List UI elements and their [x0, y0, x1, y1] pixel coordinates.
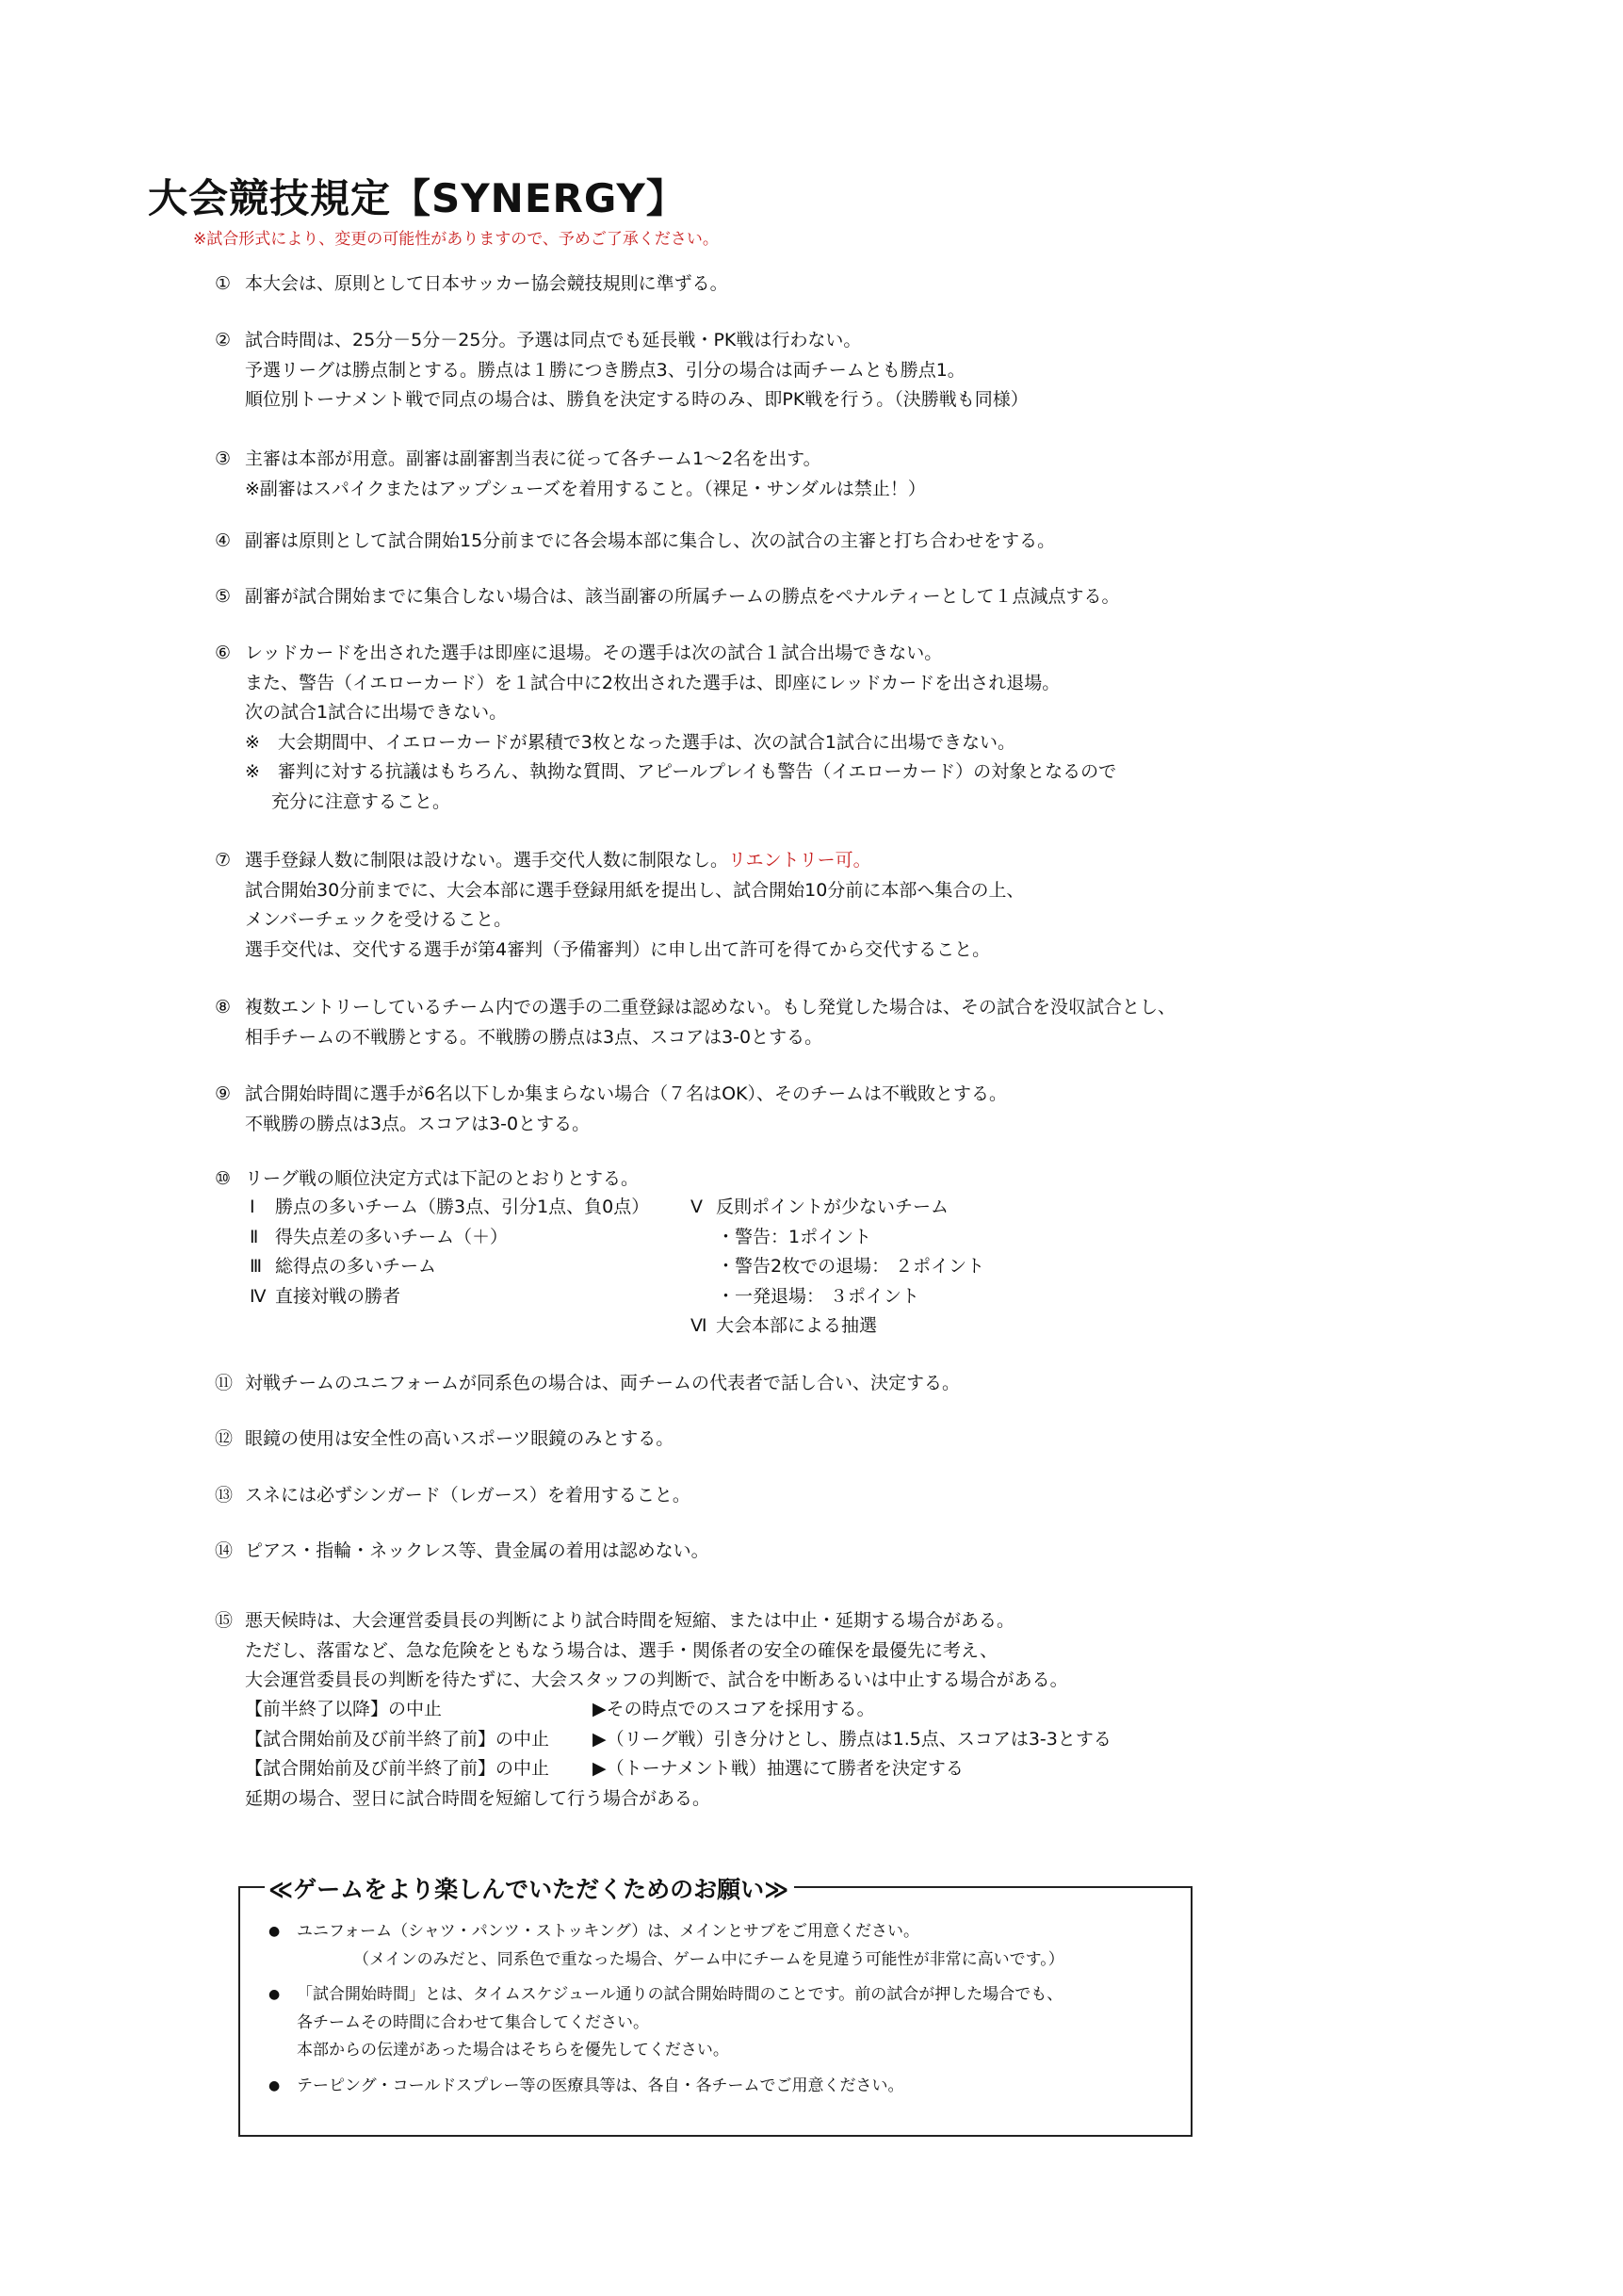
rule-line: 対戦チームのユニフォームが同系色の場合は、両チームの代表者で話し合い、決定する。 [245, 1373, 961, 1393]
rule-line: 主審は本部が用意。副審は副審割当表に従って各チーム1～2名を出す。 [245, 448, 821, 469]
rule-line: 眼鏡の使用は安全性の高いスポーツ眼鏡のみとする。 [245, 1428, 674, 1449]
request-line: テーピング・コールドスプレー等の医療具等は、各自・各チームでご用意ください。 [297, 2076, 904, 2095]
rule-number: ⑥ [215, 643, 232, 663]
rule-note-continued: 充分に注意すること。 [271, 790, 451, 812]
bullet-icon: ● [268, 1924, 281, 1939]
rule-15 [215, 1606, 1068, 1696]
ranking-item [250, 1282, 664, 1312]
rule-number: ⑪ [215, 1373, 234, 1393]
rule-number: ⑦ [215, 850, 232, 871]
rule-line [245, 846, 1024, 876]
rule-number: ⑤ [215, 586, 232, 607]
rule-line: レッドカードを出された選手は即座に退場。その選手は次の試合１試合出場できない。 [245, 643, 943, 663]
rule-number: ⑫ [215, 1428, 234, 1449]
ranking-item [250, 1193, 664, 1223]
weather-result: ▶（トーナメント戦）抽選にて勝者を決定する [592, 1758, 964, 1779]
ranking-numeral: Ⅰ [250, 1197, 255, 1217]
rule-line: 試合時間は、25分－5分－25分。予選は同点でも延長戦・PK戦は行わない。 [245, 330, 862, 350]
page-title: 大会競技規定【SYNERGY】 [148, 175, 687, 221]
requests-title: ≪ゲームをより楽しんでいただくためのお願い≫ [265, 1871, 794, 1905]
rule-line: 大会運営委員長の判断を待たずに、大会スタッフの判断で、試合を中断あるいは中止する場合がある。 [245, 1669, 1068, 1690]
ranking-numeral: Ⅲ [250, 1256, 263, 1277]
rule-line-text: 選手登録人数に制限は設けない。選手交代人数に制限なし。 [245, 850, 729, 871]
request-line: 「試合開始時間」とは、タイムスケジュール通りの試合開始時間のことです。前の試合が押した場合でも、 [297, 1985, 1063, 2004]
requests-box [238, 1876, 1193, 2137]
postponement-note: 延期の場合、翌日に試合時間を短縮して行う場合がある。 [245, 1788, 711, 1809]
request-line: 本部からの伝達があった場合はそちらを優先してください。 [297, 2041, 729, 2060]
rule-4 [215, 527, 1055, 557]
ranking-numeral: Ⅱ [250, 1226, 259, 1247]
request-item [268, 2073, 1064, 2101]
ranking-text: 直接対戦の勝者 [275, 1285, 401, 1307]
rule-8 [215, 993, 1176, 1052]
requests-list [268, 1918, 1064, 2108]
rule-note: ※ 審判に対する抗議はもちろん、執拗な質問、アピールプレイも警告（イエローカード）の対象となるので [245, 761, 1117, 782]
ranking-right-column [690, 1193, 1067, 1342]
rule-line: リーグ戦の順位決定方式は下記のとおりとする。 [245, 1168, 640, 1189]
rule-number: ⑭ [215, 1540, 234, 1561]
request-item [268, 1918, 1064, 1974]
rule-7 [215, 846, 1024, 965]
rule-note: ※ 大会期間中、イエローカードが累積で3枚となった選手は、次の試合1試合に出場できない。 [245, 731, 1015, 753]
ranking-item [690, 1193, 1067, 1223]
foul-point-item: ・警告2枚での退場： ２ポイント [717, 1256, 985, 1277]
ranking-text: 勝点の多いチーム（勝3点、引分1点、負0点） [275, 1197, 650, 1217]
rule-2 [215, 326, 1029, 415]
rule-line: 悪天候時は、大会運営委員長の判断により試合時間を短縮、または中止・延期する場合がある。 [245, 1610, 1015, 1631]
rule-3 [215, 445, 926, 504]
rule-12 [215, 1425, 674, 1455]
ranking-item [250, 1223, 664, 1253]
ranking-numeral: Ⅵ [690, 1315, 707, 1336]
rule-number: ② [215, 330, 232, 350]
ranking-text: 得失点差の多いチーム（＋） [275, 1226, 509, 1247]
rule-10 [215, 1164, 639, 1195]
ranking-item [250, 1252, 664, 1282]
rule-line: 副審は原則として試合開始15分前までに各会場本部に集合し、次の試合の主審と打ち合わせをする。 [245, 530, 1056, 551]
rule-6 [215, 639, 1116, 817]
rule-line: 相手チームの不戦勝とする。不戦勝の勝点は3点、スコアは3-0とする。 [245, 1026, 823, 1048]
rule-1 [215, 269, 728, 300]
ranking-left-column [250, 1193, 664, 1311]
request-subnote: （メインのみだと、同系色で重なった場合、ゲーム中にチームを見違う可能性が非常に高いです。） [353, 1949, 1064, 1969]
page-note: ※試合形式により、変更の可能性がありますので、予めご了承ください。 [193, 230, 719, 249]
rule-line: 選手交代は、交代する選手が第4審判（予備審判）に申し出て許可を得てから交代すること。 [245, 938, 991, 960]
rule-line: 本大会は、原則として日本サッカー協会競技規則に準ずる。 [245, 273, 728, 294]
rule-5 [215, 582, 1120, 612]
ranking-text: 総得点の多いチーム [275, 1256, 437, 1277]
ranking-numeral: Ⅴ [690, 1197, 703, 1217]
rule-14 [215, 1537, 709, 1567]
request-line: ユニフォーム（シャツ・パンツ・ストッキング）は、メインとサブをご用意ください。 [297, 1922, 919, 1941]
rule-line: また、警告（イエローカード）を１試合中に2枚出された選手は、即座にレッドカードを出され退場。 [245, 672, 1061, 693]
rule-number: ⑬ [215, 1485, 234, 1506]
ranking-text: 大会本部による抽選 [716, 1315, 878, 1336]
request-line: 各チームその時間に合わせて集合してください。 [297, 2012, 649, 2032]
rule-line: 試合開始時間に選手が6名以下しか集まらない場合（７名はOK）、そのチームは不戦敗とする。 [245, 1083, 1008, 1104]
ranking-text: 反則ポイントが少ないチーム [716, 1197, 949, 1217]
rule-line: ※副審はスパイクまたはアップシューズを着用すること。（裸足・サンダルは禁止！） [245, 478, 926, 499]
rule-number: ⑮ [215, 1610, 234, 1631]
rule-number: ③ [215, 448, 232, 469]
weather-condition: 【試合開始前及び前半終了前】の中止 [245, 1758, 550, 1779]
rule-number: ④ [215, 530, 232, 551]
weather-result: ▶その時点でのスコアを採用する。 [592, 1699, 875, 1719]
rule-line: 次の試合1試合に出場できない。 [245, 702, 508, 723]
rule-line: スネには必ずシンガード（レガース）を着用すること。 [245, 1485, 690, 1506]
weather-result: ▶（リーグ戦）引き分けとし、勝点は1.5点、スコアは3-3とする [592, 1728, 1112, 1750]
rule-line: 複数エントリーしているチーム内での選手の二重登録は認めない。もし発覚した場合は、その試合を没収試合とし、 [245, 997, 1177, 1018]
rule-line: ピアス・指輪・ネックレス等、貴金属の着用は認めない。 [245, 1540, 709, 1561]
bullet-icon: ● [268, 2077, 281, 2093]
request-item [268, 1981, 1064, 2065]
foul-point-item: ・一発退場： ３ポイント [717, 1285, 920, 1307]
rule-11 [215, 1369, 960, 1399]
rule-number: ⑧ [215, 997, 232, 1018]
ranking-item [690, 1311, 1067, 1342]
rule-line: ただし、落雷など、急な危険をともなう場合は、選手・関係者の安全の確保を最優先に考え、 [245, 1639, 998, 1661]
weather-condition: 【前半終了以降】の中止 [245, 1699, 443, 1719]
rule-13 [215, 1481, 690, 1511]
rule-number: ⑩ [215, 1168, 232, 1189]
rule-line: 試合開始30分前までに、大会本部に選手登録用紙を提出し、試合開始10分前に本部へ集合の上、 [245, 879, 1025, 901]
rule-number: ① [215, 273, 232, 294]
reentry-notice: リエントリー可。 [728, 850, 871, 871]
weather-condition: 【試合開始前及び前半終了前】の中止 [245, 1728, 550, 1750]
rule-line: 副審が試合開始までに集合しない場合は、該当副審の所属チームの勝点をペナルティーとして１点減点する。 [245, 586, 1120, 607]
rule-9 [215, 1080, 1007, 1139]
rule-line: メンバーチェックを受けること。 [245, 909, 512, 930]
foul-point-item: ・警告：1ポイント [717, 1226, 872, 1247]
rule-line: 順位別トーナメント戦で同点の場合は、勝負を決定する時のみ、即PK戦を行う。（決勝戦も同様） [245, 389, 1029, 410]
rule-number: ⑨ [215, 1083, 232, 1104]
rule-line: 予選リーグは勝点制とする。勝点は１勝につき勝点3、引分の場合は両チームとも勝点1。 [245, 359, 966, 381]
rule-line: 不戦勝の勝点は3点。スコアは3-0とする。 [245, 1113, 591, 1134]
ranking-numeral: Ⅳ [250, 1285, 267, 1307]
bullet-icon: ● [268, 1987, 281, 2002]
